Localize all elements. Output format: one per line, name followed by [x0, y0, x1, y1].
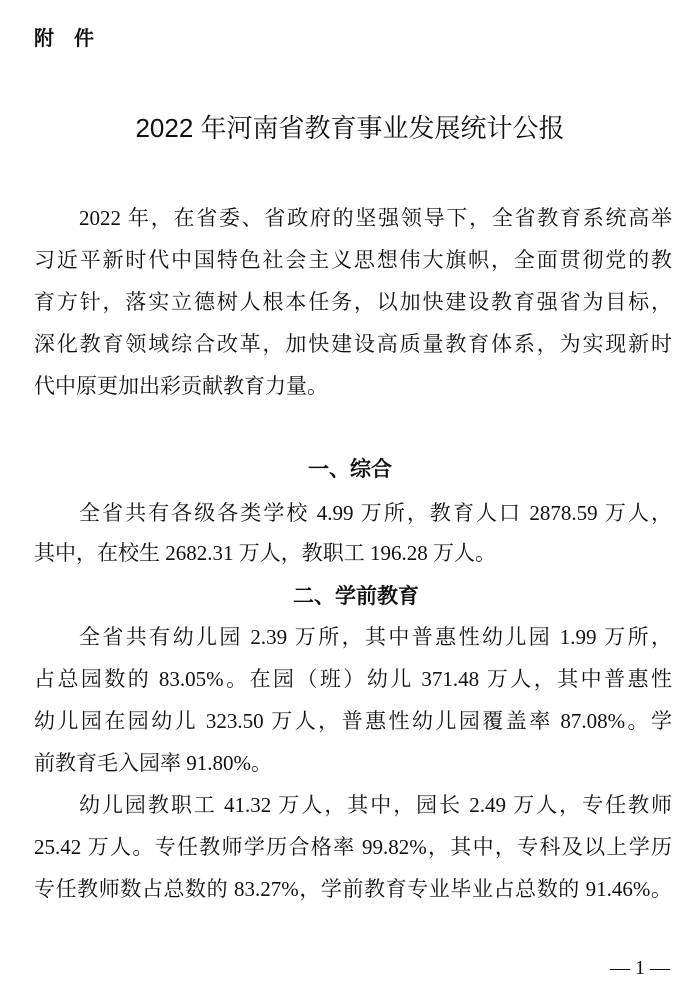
document-title: 2022 年河南省教育事业发展统计公报 [135, 113, 565, 143]
section-heading-preschool: 二、学前教育 [293, 585, 419, 608]
paragraph-line: 其中，在校生 2682.31 万人，教职工 196.28 万人。 [34, 541, 496, 565]
section-heading-overview: 一、综合 [308, 458, 392, 481]
paragraph-line: 代中原更加出彩贡献教育力量。 [34, 374, 328, 398]
paragraph-line: 专任教师数占总数的 83.27%，学前教育专业毕业占总数的 91.46%。 [34, 877, 672, 901]
paragraph-line: 育方针，落实立德树人根本任务，以加快建设教育强省为目标， [34, 290, 672, 314]
page-number: — 1 — [610, 957, 670, 979]
paragraph-line: 幼儿园在园幼儿 323.50 万人，普惠性幼儿园覆盖率 87.08%。学 [34, 709, 672, 733]
attachment-label: 附 件 [34, 26, 94, 50]
paragraph-line: 幼儿园教职工 41.32 万人，其中，园长 2.49 万人，专任教师 [79, 793, 672, 817]
paragraph-line: 深化教育领域综合改革，加快建设高质量教育体系，为实现新时 [34, 332, 672, 356]
paragraph-line: 占总园数的 83.05%。在园（班）幼儿 371.48 万人，其中普惠性 [34, 667, 672, 691]
paragraph-line: 全省共有幼儿园 2.39 万所，其中普惠性幼儿园 1.99 万所， [79, 625, 672, 649]
paragraph-line: 2022 年，在省委、省政府的坚强领导下，全省教育系统高举 [79, 206, 672, 230]
paragraph-line: 25.42 万人。专任教师学历合格率 99.82%，其中，专科及以上学历 [34, 835, 672, 859]
paragraph-line: 前教育毛入园率 91.80%。 [34, 751, 272, 775]
paragraph-line: 全省共有各级各类学校 4.99 万所，教育人口 2878.59 万人， [79, 501, 672, 525]
paragraph-line: 习近平新时代中国特色社会主义思想伟大旗帜，全面贯彻党的教 [34, 248, 672, 272]
